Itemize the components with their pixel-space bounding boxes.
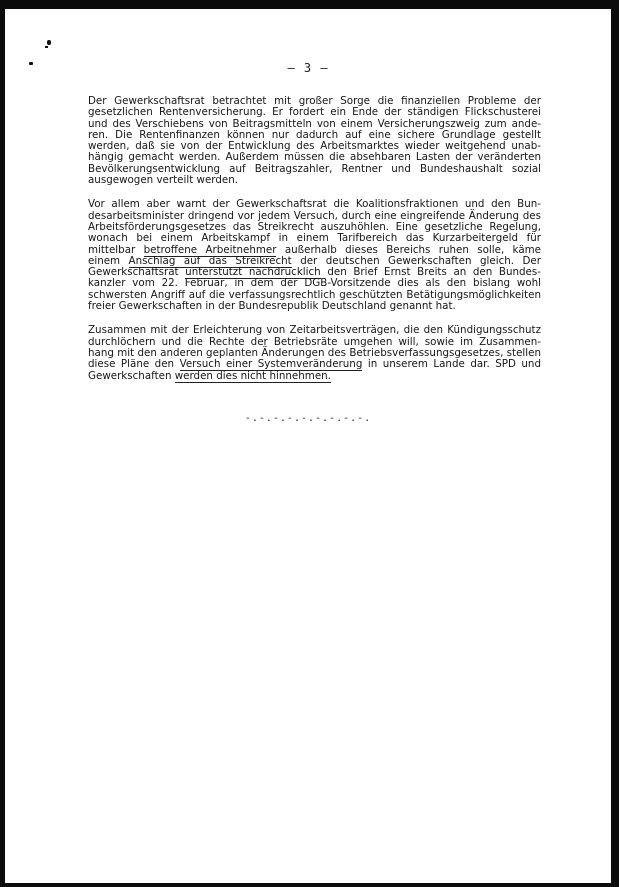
- document-page: [5, 9, 611, 883]
- scan-speck: [45, 46, 48, 48]
- underlined-phrase: Anschlag auf das Streikrecht: [128, 254, 292, 267]
- text-line: Gewerkschaftsrat unterstützt nachdrücklich den Brief Ernst Breits an den Bundes-: [88, 266, 541, 279]
- text-line: Gewerkschaften werden dies nicht hinnehmen.: [88, 369, 331, 382]
- text-line: schwersten Angriff auf die verfassungsrechtlich geschützten Betätigungsmöglichkeiten: [88, 288, 541, 301]
- text-line: Arbeitsförderungsgesetzes das Streikrecht auszuhöhlen. Eine gesetzliche Regelung,: [88, 220, 541, 233]
- text-line: desarbeitsminister dringend vor jedem Versuch, durch eine eingreifende Änderung des: [88, 209, 541, 222]
- scan-speck: [47, 40, 51, 45]
- text-line: einem Anschlag auf das Streikrecht der deutschen Gewerkschaften gleich. Der: [88, 254, 541, 267]
- text-line: Vor allem aber warnt der Gewerkschaftsrat die Koalitionsfraktionen und den Bun-: [88, 198, 541, 211]
- section-separator: -.-.-.-.-.-.-.-.-.: [244, 413, 372, 424]
- text-line: Bevölkerungsentwicklung auf Beitragszahler, Rentner und Bundeshaushalt sozial: [88, 162, 541, 175]
- text-line: hängig gemacht werden. Außerdem müssen die absehbaren Lasten der veränderten: [88, 151, 541, 164]
- underlined-phrase: werden dies nicht hinnehmen.: [174, 369, 331, 382]
- text-line: Zusammen mit der Erleichterung von Zeitarbeitsverträgen, die den Kündigungsschutz: [88, 324, 541, 337]
- text-line: Der Gewerkschaftsrat betrachtet mit großer Sorge die finanziellen Probleme der: [88, 95, 541, 107]
- text-line: gesetzlichen Rentenversicherung. Er fordert ein Ende der ständigen Flickschusterei: [88, 106, 541, 119]
- text-line: kanzler vom 22. Februar, in dem der DGB-Vorsitzende dies als den bislang wohl: [88, 277, 541, 290]
- paragraph-right-to-strike: [88, 199, 541, 312]
- text-line: ausgewogen verteilt werden.: [88, 174, 239, 187]
- underlined-phrase: Versuch einer Systemveränderung: [179, 358, 363, 371]
- page-number: – 3 –: [287, 61, 329, 75]
- body-text: [88, 96, 541, 395]
- text-line: werden, daß sie von der Entwicklung des Arbeitsmarktes wieder weitgehend unab-: [88, 140, 541, 153]
- text-line: diese Pläne den Versuch einer Systemveränderung in unserem Lande dar. SPD und: [88, 358, 541, 371]
- text-line: ren. Die Rentenfinanzen können nur dadurch auf eine sichere Grundlage gestellt: [88, 128, 541, 141]
- text-line: freier Gewerkschaften in der Bundesrepublik Deutschland genannt hat.: [88, 300, 456, 313]
- text-line: wonach bei einem Arbeitskampf in einem Tarifbereich das Kurzarbeitergeld für: [88, 232, 541, 245]
- text-line: durchlöchern und die Rechte der Betriebsräte umgehen will, sowie im Zusammen-: [88, 335, 541, 348]
- underlined-phrase: betroffene Arbeitnehmer: [143, 243, 277, 256]
- text-line: hang mit den anderen geplanten Änderungen des Betriebsverfassungsgesetzes, stellen: [88, 346, 541, 359]
- paragraph-pension-insurance: [88, 96, 541, 186]
- paragraph-temporary-work: [88, 325, 541, 381]
- text-line: und des Verschiebens von Beitragsmitteln von einem Versicherungszweig zum ande-: [88, 117, 541, 130]
- underlined-phrase: unterstützt nachdrücklich: [185, 266, 321, 279]
- text-line: mittelbar betroffene Arbeitnehmer außerhalb dieses Bereichs ruhen solle, käme: [88, 243, 542, 256]
